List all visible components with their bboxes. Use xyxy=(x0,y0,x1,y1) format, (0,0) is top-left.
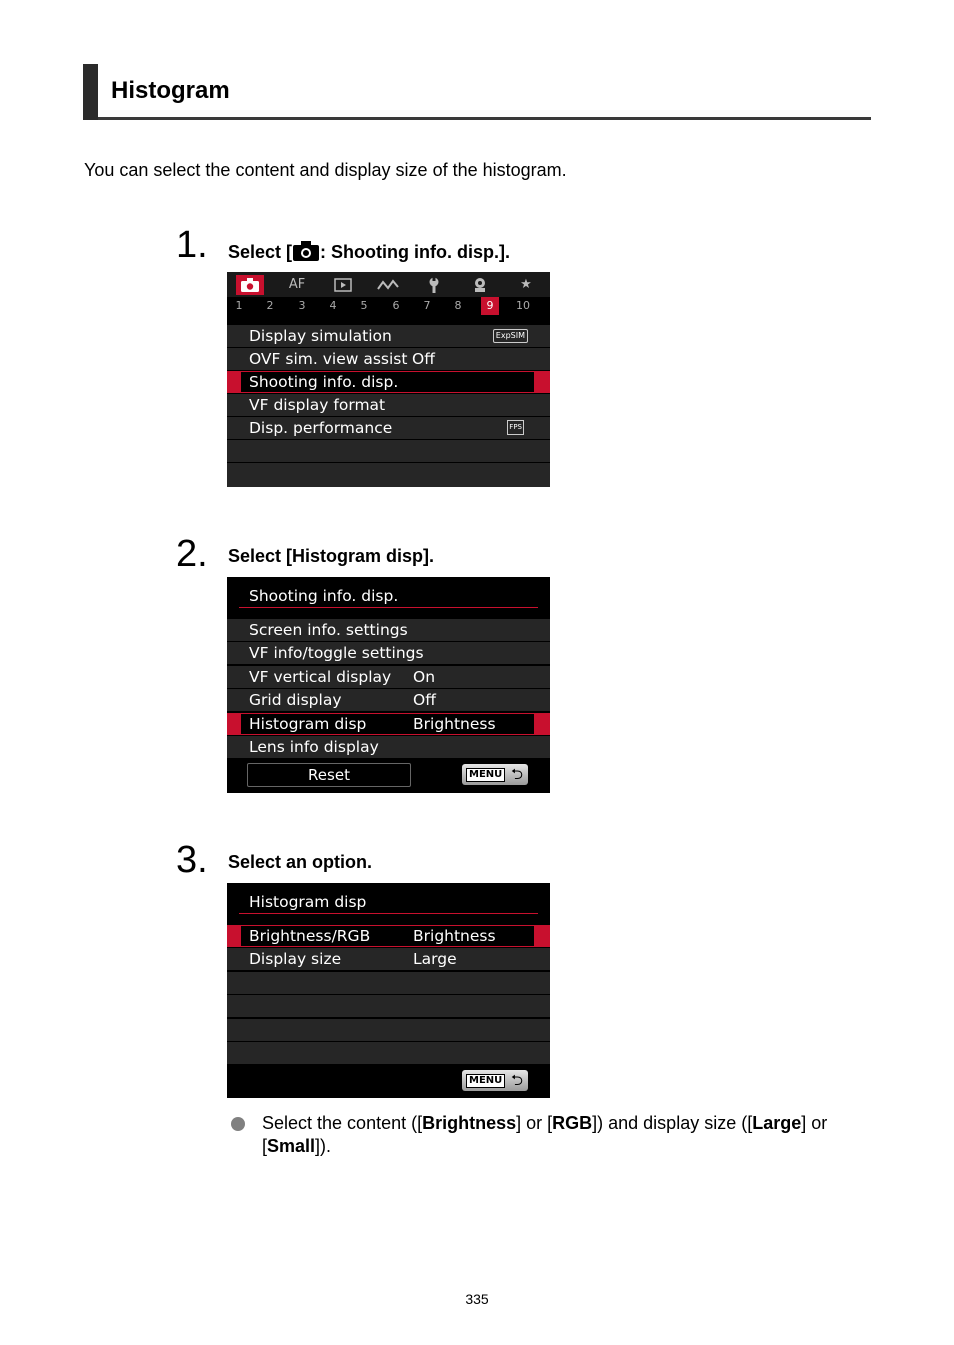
menu-item-label: Display size xyxy=(249,950,342,968)
screen-title: Histogram disp xyxy=(249,893,367,911)
menu-item-shooting-info-disp[interactable] xyxy=(227,371,550,393)
menu-item-value: Brightness xyxy=(413,715,496,733)
menu-item-brightness-rgb[interactable] xyxy=(227,925,550,947)
tab-camera-icon[interactable] xyxy=(236,275,264,295)
menu-item-label: VF vertical display xyxy=(249,668,392,686)
return-arrow-icon: ⮌ xyxy=(510,765,523,783)
menu-item-value: Off xyxy=(412,350,435,368)
menu-item-display-simulation[interactable] xyxy=(227,325,550,347)
option-large: Large xyxy=(752,1113,802,1133)
subtab-3[interactable]: 3 xyxy=(298,299,306,312)
step-1-number: 1. xyxy=(176,224,208,266)
menu-item-label: Grid display xyxy=(249,691,342,709)
intro-text: You can select the content and display size of the histogram. xyxy=(84,160,567,180)
step-2-instruction: Select [Histogram disp]. xyxy=(228,546,435,566)
title-divider xyxy=(239,607,538,608)
step-2-number: 2. xyxy=(176,533,208,575)
bullet-text-part: ] or [ xyxy=(262,1113,828,1156)
menu-item-disp-performance[interactable] xyxy=(227,417,550,439)
menu-item-label: Histogram disp xyxy=(249,715,367,733)
title-divider xyxy=(239,913,538,914)
menu-tab-bar xyxy=(227,272,550,297)
menu-item-label: Lens info display xyxy=(249,738,379,756)
tab-wireless-icon[interactable] xyxy=(374,275,402,295)
step-1-instruction xyxy=(228,241,510,266)
menu-item-lens-info-display[interactable] xyxy=(227,736,550,758)
heading-bar xyxy=(83,64,98,120)
subtab-5[interactable]: 5 xyxy=(360,299,368,312)
menu-item-empty xyxy=(227,463,550,487)
step-3-instruction: Select an option. xyxy=(228,852,373,872)
bullet-text-part: ]) and display size ([ xyxy=(592,1113,753,1133)
camera-menu-screen-2 xyxy=(227,577,550,793)
subtab-10[interactable]: 10 xyxy=(516,299,530,312)
menu-item-label: Brightness/RGB xyxy=(249,927,371,945)
section-title: Histogram xyxy=(111,77,230,104)
subtab-2[interactable]: 2 xyxy=(266,299,274,312)
menu-item-label: Shooting info. disp. xyxy=(249,373,399,391)
menu-item-vf-display-format[interactable] xyxy=(227,394,550,416)
menu-item-label: OVF sim. view assist xyxy=(249,350,408,368)
menu-item-label: Display simulation xyxy=(249,327,392,345)
step-1-text-after: : Shooting info. disp.]. xyxy=(320,242,510,262)
menu-item-label: Screen info. settings xyxy=(249,621,408,639)
subtab-7[interactable]: 7 xyxy=(423,299,431,312)
subtab-6[interactable]: 6 xyxy=(392,299,400,312)
section-heading xyxy=(83,64,871,120)
bullet-note xyxy=(262,1112,872,1158)
tab-af-icon[interactable]: AF xyxy=(288,277,306,292)
return-arrow-icon: ⮌ xyxy=(510,1071,523,1089)
reset-button[interactable]: Reset xyxy=(247,763,411,787)
step-1-text-before: Select [ xyxy=(228,242,293,262)
menu-subtab-bar xyxy=(227,297,550,317)
subtab-1[interactable]: 1 xyxy=(235,299,243,312)
menu-item-ovf-sim-view-assist[interactable] xyxy=(227,348,550,370)
menu-item-histogram-disp[interactable] xyxy=(227,713,550,735)
menu-return-button[interactable] xyxy=(462,764,528,785)
menu-item-value: Large xyxy=(413,950,457,968)
menu-item-screen-info-settings[interactable] xyxy=(227,619,550,641)
menu-item-vf-info-toggle-settings[interactable] xyxy=(227,642,550,664)
menu-item-vf-vertical-display[interactable] xyxy=(227,666,550,688)
menu-item-label: Disp. performance xyxy=(249,419,393,437)
bullet-text-part: ] or [ xyxy=(516,1113,553,1133)
menu-label: MENU xyxy=(466,1074,505,1088)
camera-menu-screen-3 xyxy=(227,883,550,1098)
menu-label: MENU xyxy=(466,768,505,782)
tab-my-menu-star-icon[interactable]: ★ xyxy=(520,277,532,292)
menu-return-button[interactable] xyxy=(462,1070,528,1091)
option-rgb: RGB xyxy=(552,1113,593,1133)
menu-item-label: VF display format xyxy=(249,396,386,414)
camera-menu-screen-1 xyxy=(227,272,550,487)
menu-item-value: Brightness xyxy=(413,927,496,945)
subtab-4[interactable]: 4 xyxy=(329,299,337,312)
expsim-badge-icon: ExpSIM xyxy=(493,329,528,343)
option-small: Small xyxy=(267,1136,316,1156)
bullet-icon xyxy=(231,1117,245,1131)
menu-item-empty xyxy=(227,440,550,462)
option-brightness: Brightness xyxy=(422,1113,517,1133)
subtab-8[interactable]: 8 xyxy=(454,299,462,312)
menu-item-empty xyxy=(227,1019,550,1041)
menu-item-grid-display[interactable] xyxy=(227,689,550,711)
step-3-number: 3. xyxy=(176,839,208,881)
tab-playback-icon[interactable] xyxy=(329,275,357,295)
camera-icon xyxy=(293,241,319,266)
page-number: 335 xyxy=(465,1291,489,1307)
menu-item-display-size[interactable] xyxy=(227,948,550,970)
menu-item-empty xyxy=(227,972,550,994)
tab-custom-icon[interactable] xyxy=(466,275,494,295)
bullet-text-part: ]). xyxy=(315,1136,332,1156)
menu-item-value: On xyxy=(413,668,436,686)
tab-setup-wrench-icon[interactable] xyxy=(420,275,448,295)
menu-item-value: Off xyxy=(413,691,436,709)
menu-item-empty xyxy=(227,1042,550,1064)
fps-badge-icon: FPS xyxy=(507,420,524,435)
menu-item-label: VF info/toggle settings xyxy=(249,644,424,662)
subtab-9[interactable]: 9 xyxy=(481,297,499,315)
menu-item-empty xyxy=(227,995,550,1017)
screen-title: Shooting info. disp. xyxy=(249,587,399,605)
bullet-text-part: Select the content ([ xyxy=(262,1113,423,1133)
